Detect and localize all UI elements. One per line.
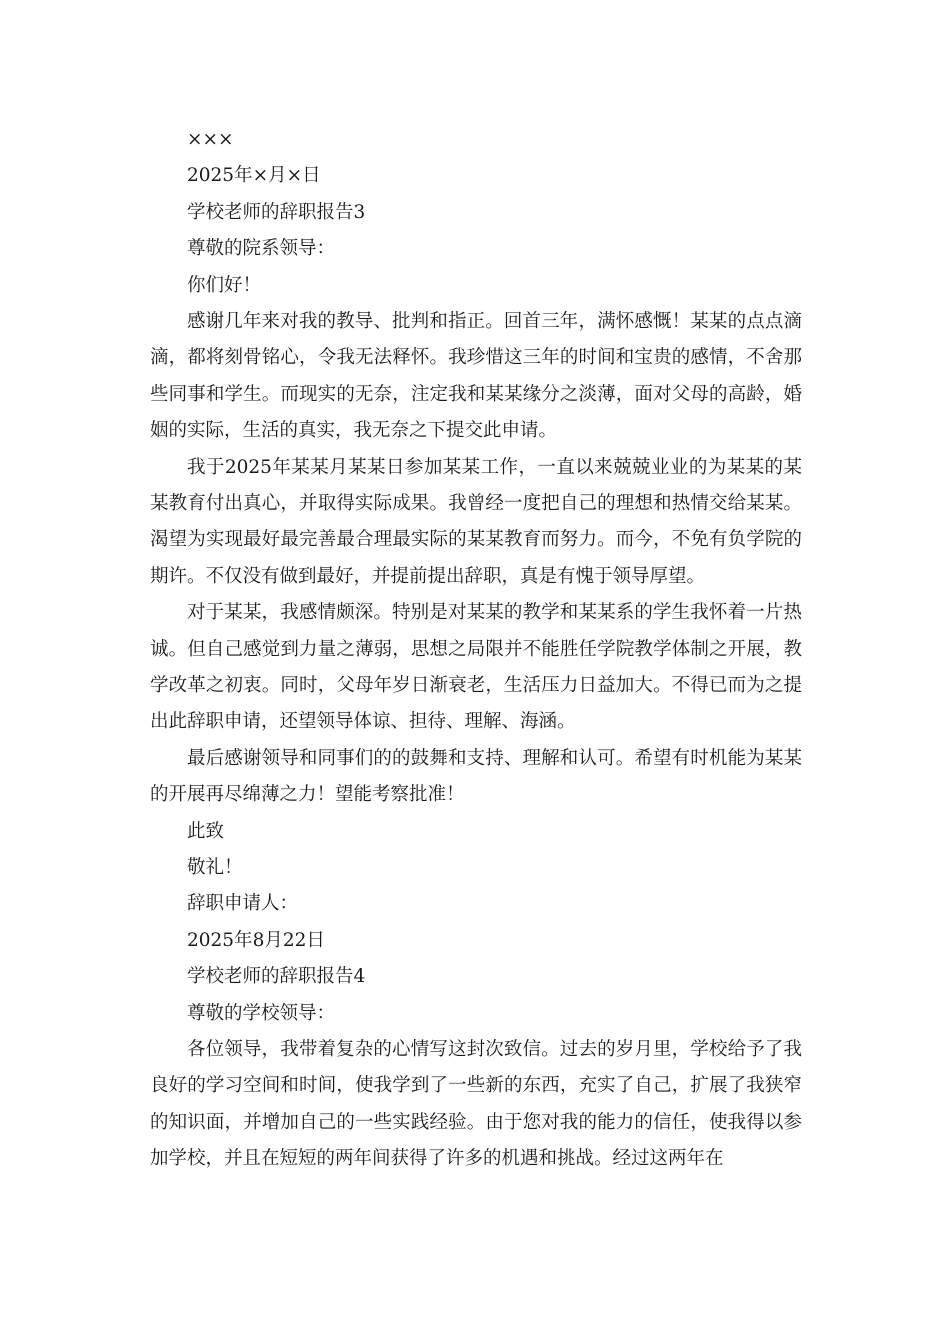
report3-paragraph-3: 对于某某，我感情颇深。特别是对某某的教学和某某系的学生我怀着一片热诚。但自己感觉到力量之薄弱，思想之局限并不能胜任学院教学体制之开展，教学改革之初衷。同时，父母年岁日渐衰老，生活压力日益加大。不得已而为之提出此辞职申请，还望领导体谅、担待、理解、海涵。 (150, 602, 802, 733)
report4-paragraph-1: 各位领导，我带着复杂的心情写这封次致信。过去的岁月里，学校给予了我良好的学习空间和时间，使我学到了一些新的东西，充实了自己，扩展了我狭窄的知识面，并增加自己的一些实践经验。由于您对我的能力的信任，使我得以参加学校，并且在短短的两年间获得了许多的机遇和挑战。经过这两年在 (150, 1038, 802, 1170)
report3-closing-2: 敬礼！ (187, 857, 243, 879)
document-page (150, 122, 802, 1178)
report3-paragraph-1: 感谢几年来对我的教导、批判和指正。回首三年，满怀感慨！某某的点点滴滴，都将刻骨铭心，令我无法释怀。我珍惜这三年的时间和宝贵的感情，不舍那些同事和学生。而现实的无奈，注定我和某某缘分之淡薄，面对父母的高龄，婚姻的实际，生活的真实，我无奈之下提交此申请。 (150, 310, 802, 442)
report3-closing-1: 此致 (187, 820, 225, 842)
report4-salutation: 尊敬的学校领导： (187, 1002, 336, 1024)
report4-title: 学校老师的辞职报告4 (187, 966, 366, 988)
report3-salutation: 尊敬的院系领导： (187, 238, 336, 260)
report3-title: 学校老师的辞职报告3 (187, 201, 366, 223)
signature-date: 2025年×月×日 (187, 165, 321, 187)
report3-paragraph-4: 最后感谢领导和同事们的的鼓舞和支持、理解和认可。希望有时机能为某某的开展再尽绵薄之力！望能考察批准！ (150, 747, 802, 806)
report3-greeting: 你们好！ (187, 274, 262, 296)
report3-paragraph-2: 我于2025年某某月某某日参加某某工作，一直以来兢兢业业的为某某的某某教育付出真心，并取得实际成果。我曾经一度把自己的理想和热情交给某某。渴望为实现最好最完善最合理最实际的某某教育而努力。而今，不免有负学院的期许。不仅没有做到最好，并提前提出辞职，真是有愧于领导厚望。 (150, 456, 802, 587)
report3-applicant: 辞职申请人： (187, 893, 299, 915)
signature-name: ××× (187, 129, 234, 150)
report3-date: 2025年8月22日 (187, 929, 325, 951)
